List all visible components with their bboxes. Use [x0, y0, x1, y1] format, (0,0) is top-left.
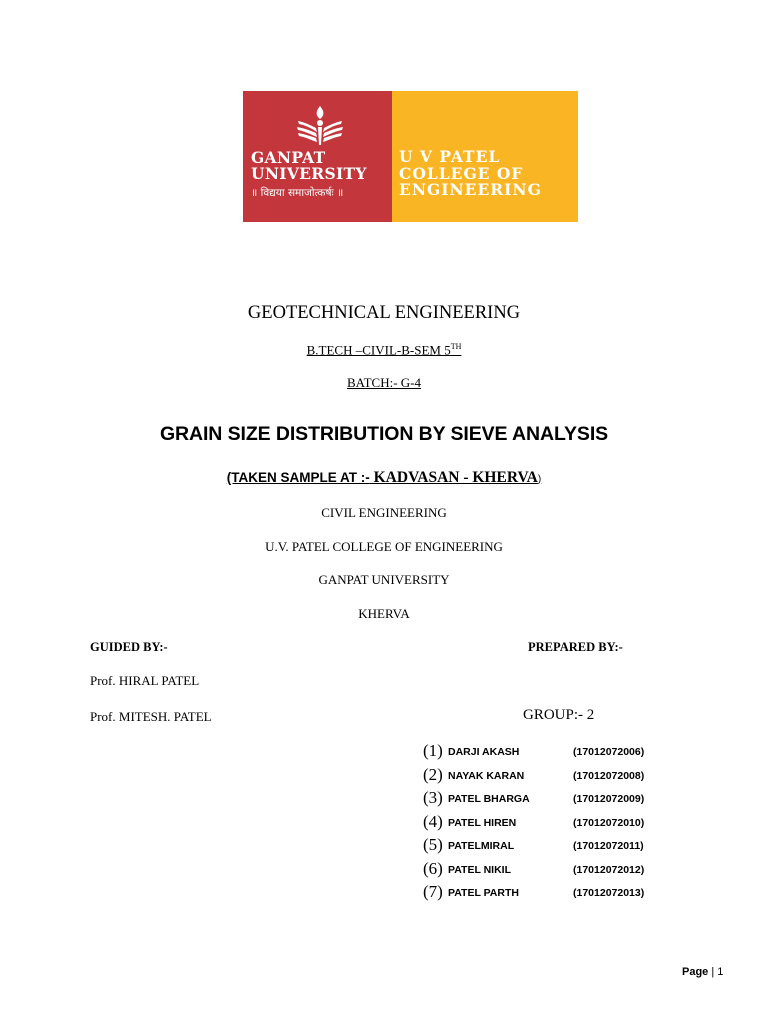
college-name — [399, 149, 579, 199]
page-number: 1 — [717, 966, 724, 978]
member-number: (5) — [423, 835, 443, 854]
group-label: GROUP:- 2 — [523, 707, 595, 723]
member-number: (7) — [423, 882, 443, 901]
member-number: (2) — [423, 764, 443, 784]
guide-name: Prof. HIRAL PATEL — [90, 673, 200, 688]
guide-name: Prof. MITESH. PATEL — [90, 709, 212, 724]
list-item — [423, 882, 703, 906]
page-number-footer — [682, 966, 723, 978]
university-logo-panel — [243, 91, 392, 222]
sample-suffix: ) — [537, 474, 542, 485]
guided-by-label: GUIDED BY:- — [90, 640, 168, 654]
course-line — [0, 342, 768, 358]
college-full-name: U.V. PATEL COLLEGE OF ENGINEERING — [265, 539, 503, 554]
subject-title: GEOTECHNICAL ENGINEERING — [247, 303, 521, 323]
sample-location-line — [0, 469, 768, 487]
course-superscript: TH — [450, 342, 462, 351]
member-id: (17012072011) — [573, 840, 644, 852]
member-number: (1) — [423, 741, 443, 760]
department-name: CIVIL ENGINEERING — [321, 505, 447, 520]
page-label: Page — [682, 966, 709, 978]
list-item — [423, 765, 703, 789]
member-id: (17012072009) — [573, 793, 645, 805]
member-id: (17012072013) — [573, 887, 645, 899]
member-list — [423, 741, 703, 906]
university-full-name: GANPAT UNIVERSITY — [318, 572, 450, 587]
course-text: B.TECH –CIVIL-B-SEM 5 — [306, 342, 451, 358]
member-name: PATEL NIKIL — [448, 863, 511, 876]
prepared-by-label: PREPARED BY:- — [528, 640, 623, 654]
member-id: (17012072012) — [573, 863, 645, 876]
member-name: DARJI AKASH — [448, 746, 520, 758]
list-item — [423, 741, 703, 765]
college-name-line: COLLEGE OF — [399, 163, 524, 183]
college-name-line: U V PATEL — [399, 147, 501, 166]
page-separator: | — [708, 966, 718, 978]
university-name-line: GANPAT — [251, 148, 326, 167]
list-item — [423, 788, 703, 812]
university-motto: ॥ विद्यया समाजोत्कर्षः ॥ — [251, 187, 344, 199]
batch-line: BATCH:- G-4 — [346, 375, 422, 390]
member-number: (4) — [423, 811, 443, 831]
member-id: (17012072006) — [573, 746, 645, 758]
member-name: PATELMIRAL — [448, 840, 515, 852]
college-logo-banner — [243, 91, 578, 222]
member-number: (6) — [423, 858, 443, 878]
list-item — [423, 859, 703, 883]
university-name-line: UNIVERSITY — [251, 164, 367, 183]
member-number: (3) — [423, 788, 443, 807]
list-item — [423, 835, 703, 859]
member-name: PATEL BHARGA — [448, 793, 530, 805]
member-id: (17012072010) — [573, 816, 645, 829]
member-id: (17012072008) — [573, 769, 645, 782]
college-logo-panel — [392, 91, 578, 222]
sample-location: KADVASAN - KHERVA — [369, 469, 538, 486]
member-name: PATEL HIREN — [448, 816, 517, 829]
member-name: PATEL PARTH — [448, 887, 519, 899]
university-name — [251, 150, 391, 182]
book-flame-logo-icon — [295, 105, 345, 149]
report-title: GRAIN SIZE DISTRIBUTION BY SIEVE ANALYSIS — [159, 423, 609, 445]
sample-prefix: (TAKEN SAMPLE AT :- — [226, 470, 370, 485]
list-item — [423, 812, 703, 836]
member-name: NAYAK KARAN — [448, 769, 525, 782]
city-name: KHERVA — [358, 606, 410, 621]
college-name-line: ENGINEERING — [399, 180, 542, 199]
